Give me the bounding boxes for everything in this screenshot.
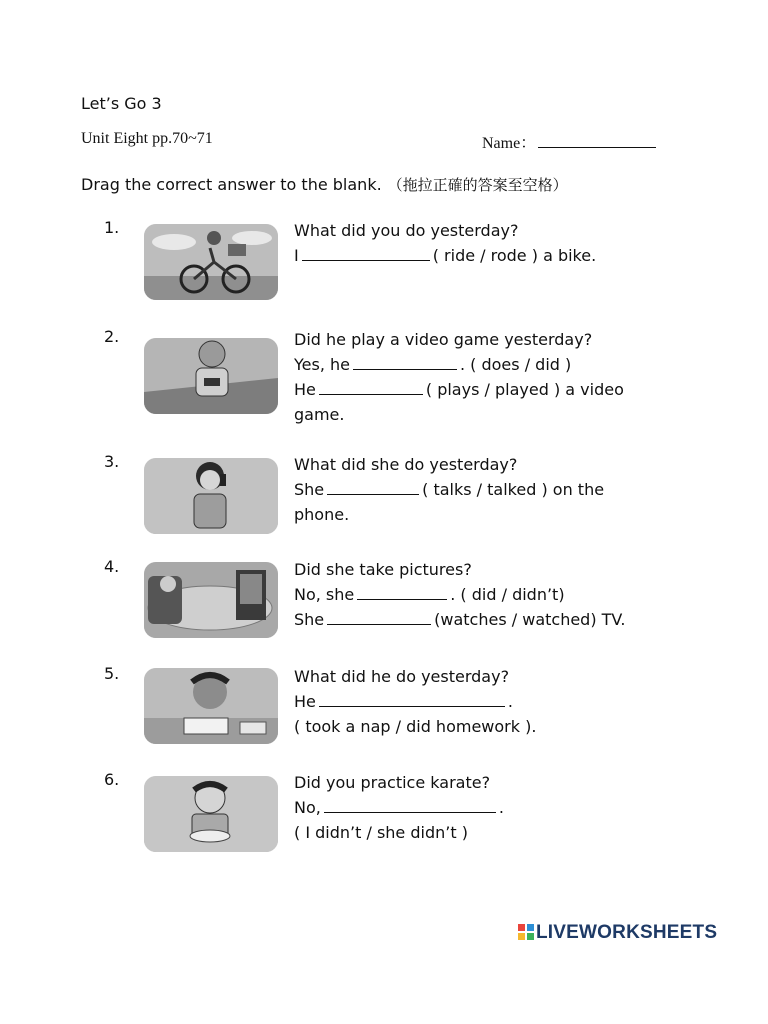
question-line — [294, 218, 596, 243]
question-text — [294, 664, 536, 739]
girl-riding-bike-picture — [144, 224, 278, 300]
answer-blank[interactable] — [302, 245, 430, 261]
line-text-after: ( ride / rode ) a bike. — [432, 246, 597, 265]
question-line — [294, 452, 604, 477]
question-line — [294, 502, 604, 527]
line-text-after: . — [498, 798, 504, 817]
question-line — [294, 243, 596, 268]
unit-info: Unit Eight pp.70~71 — [81, 130, 213, 147]
girl-talking-on-phone-picture — [144, 458, 278, 534]
question-line — [294, 607, 625, 632]
instruction — [81, 174, 568, 195]
answer-blank[interactable] — [319, 379, 423, 395]
line-text-after: ( plays / played ) a video — [425, 380, 624, 399]
worksheet-title: Let’s Go 3 — [81, 94, 162, 113]
line-text: I — [294, 246, 299, 265]
question-line — [294, 689, 536, 714]
line-text: Did you practice karate? — [294, 773, 491, 792]
boy-doing-homework-picture — [144, 668, 278, 744]
liveworksheets-brand — [518, 922, 717, 944]
line-text: ( took a nap / did homework ). — [294, 717, 537, 736]
line-text: What did he do yesterday? — [294, 667, 510, 686]
girl-watching-tv-picture — [144, 562, 278, 638]
question-line — [294, 795, 504, 820]
line-text: What did she do yesterday? — [294, 455, 518, 474]
question-number: 6. — [104, 770, 120, 789]
instruction-text: Drag the correct answer to the blank. — [81, 175, 382, 194]
line-text: He — [294, 692, 316, 711]
line-text: She — [294, 610, 325, 629]
line-text: game. — [294, 405, 345, 424]
question-line — [294, 820, 504, 845]
question-line — [294, 664, 536, 689]
line-text: He — [294, 380, 316, 399]
question-line — [294, 770, 504, 795]
question-text — [294, 557, 625, 632]
question-text — [294, 327, 624, 427]
brand-text: LIVEWORKSHEETS — [536, 922, 718, 943]
question-line — [294, 327, 624, 352]
girl-eating-picture — [144, 776, 278, 852]
line-text-after: . ( does / did ) — [459, 355, 572, 374]
question-number: 2. — [104, 327, 120, 346]
question-line — [294, 402, 624, 427]
line-text: Did she take pictures? — [294, 560, 472, 579]
liveworksheets-logo-icon — [518, 924, 534, 940]
answer-blank[interactable] — [357, 584, 447, 600]
question-text — [294, 218, 596, 268]
answer-blank[interactable] — [353, 354, 457, 370]
line-text: Did he play a video game yesterday? — [294, 330, 593, 349]
name-label: Name： — [482, 135, 537, 152]
line-text-after: . ( did / didn’t) — [450, 585, 565, 604]
line-text: Yes, he — [294, 355, 350, 374]
line-text: No, she — [294, 585, 355, 604]
line-text-after: . — [507, 692, 513, 711]
answer-blank[interactable] — [319, 691, 505, 707]
line-text: No, — [294, 798, 321, 817]
line-text: What did you do yesterday? — [294, 221, 519, 240]
question-line — [294, 477, 604, 502]
answer-blank[interactable] — [327, 479, 419, 495]
line-text-after: (watches / watched) TV. — [434, 610, 626, 629]
question-number: 5. — [104, 664, 120, 683]
question-text — [294, 770, 504, 845]
question-number: 3. — [104, 452, 120, 471]
question-line — [294, 557, 625, 582]
question-number: 1. — [104, 218, 120, 237]
line-text: phone. — [294, 505, 350, 524]
question-line — [294, 582, 625, 607]
answer-blank[interactable] — [324, 797, 496, 813]
question-number: 4. — [104, 557, 120, 576]
name-blank[interactable] — [538, 132, 656, 148]
line-text-after: ( talks / talked ) on the — [422, 480, 605, 499]
line-text: She — [294, 480, 325, 499]
boy-playing-video-game-picture — [144, 338, 278, 414]
instruction-chinese: （拖拉正確的答案至空格） — [387, 176, 568, 194]
question-line — [294, 377, 624, 402]
question-text — [294, 452, 604, 527]
answer-blank[interactable] — [327, 609, 431, 625]
name-field — [482, 130, 659, 153]
question-line — [294, 352, 624, 377]
question-line — [294, 714, 536, 739]
line-text: ( I didn’t / she didn’t ) — [294, 823, 468, 842]
